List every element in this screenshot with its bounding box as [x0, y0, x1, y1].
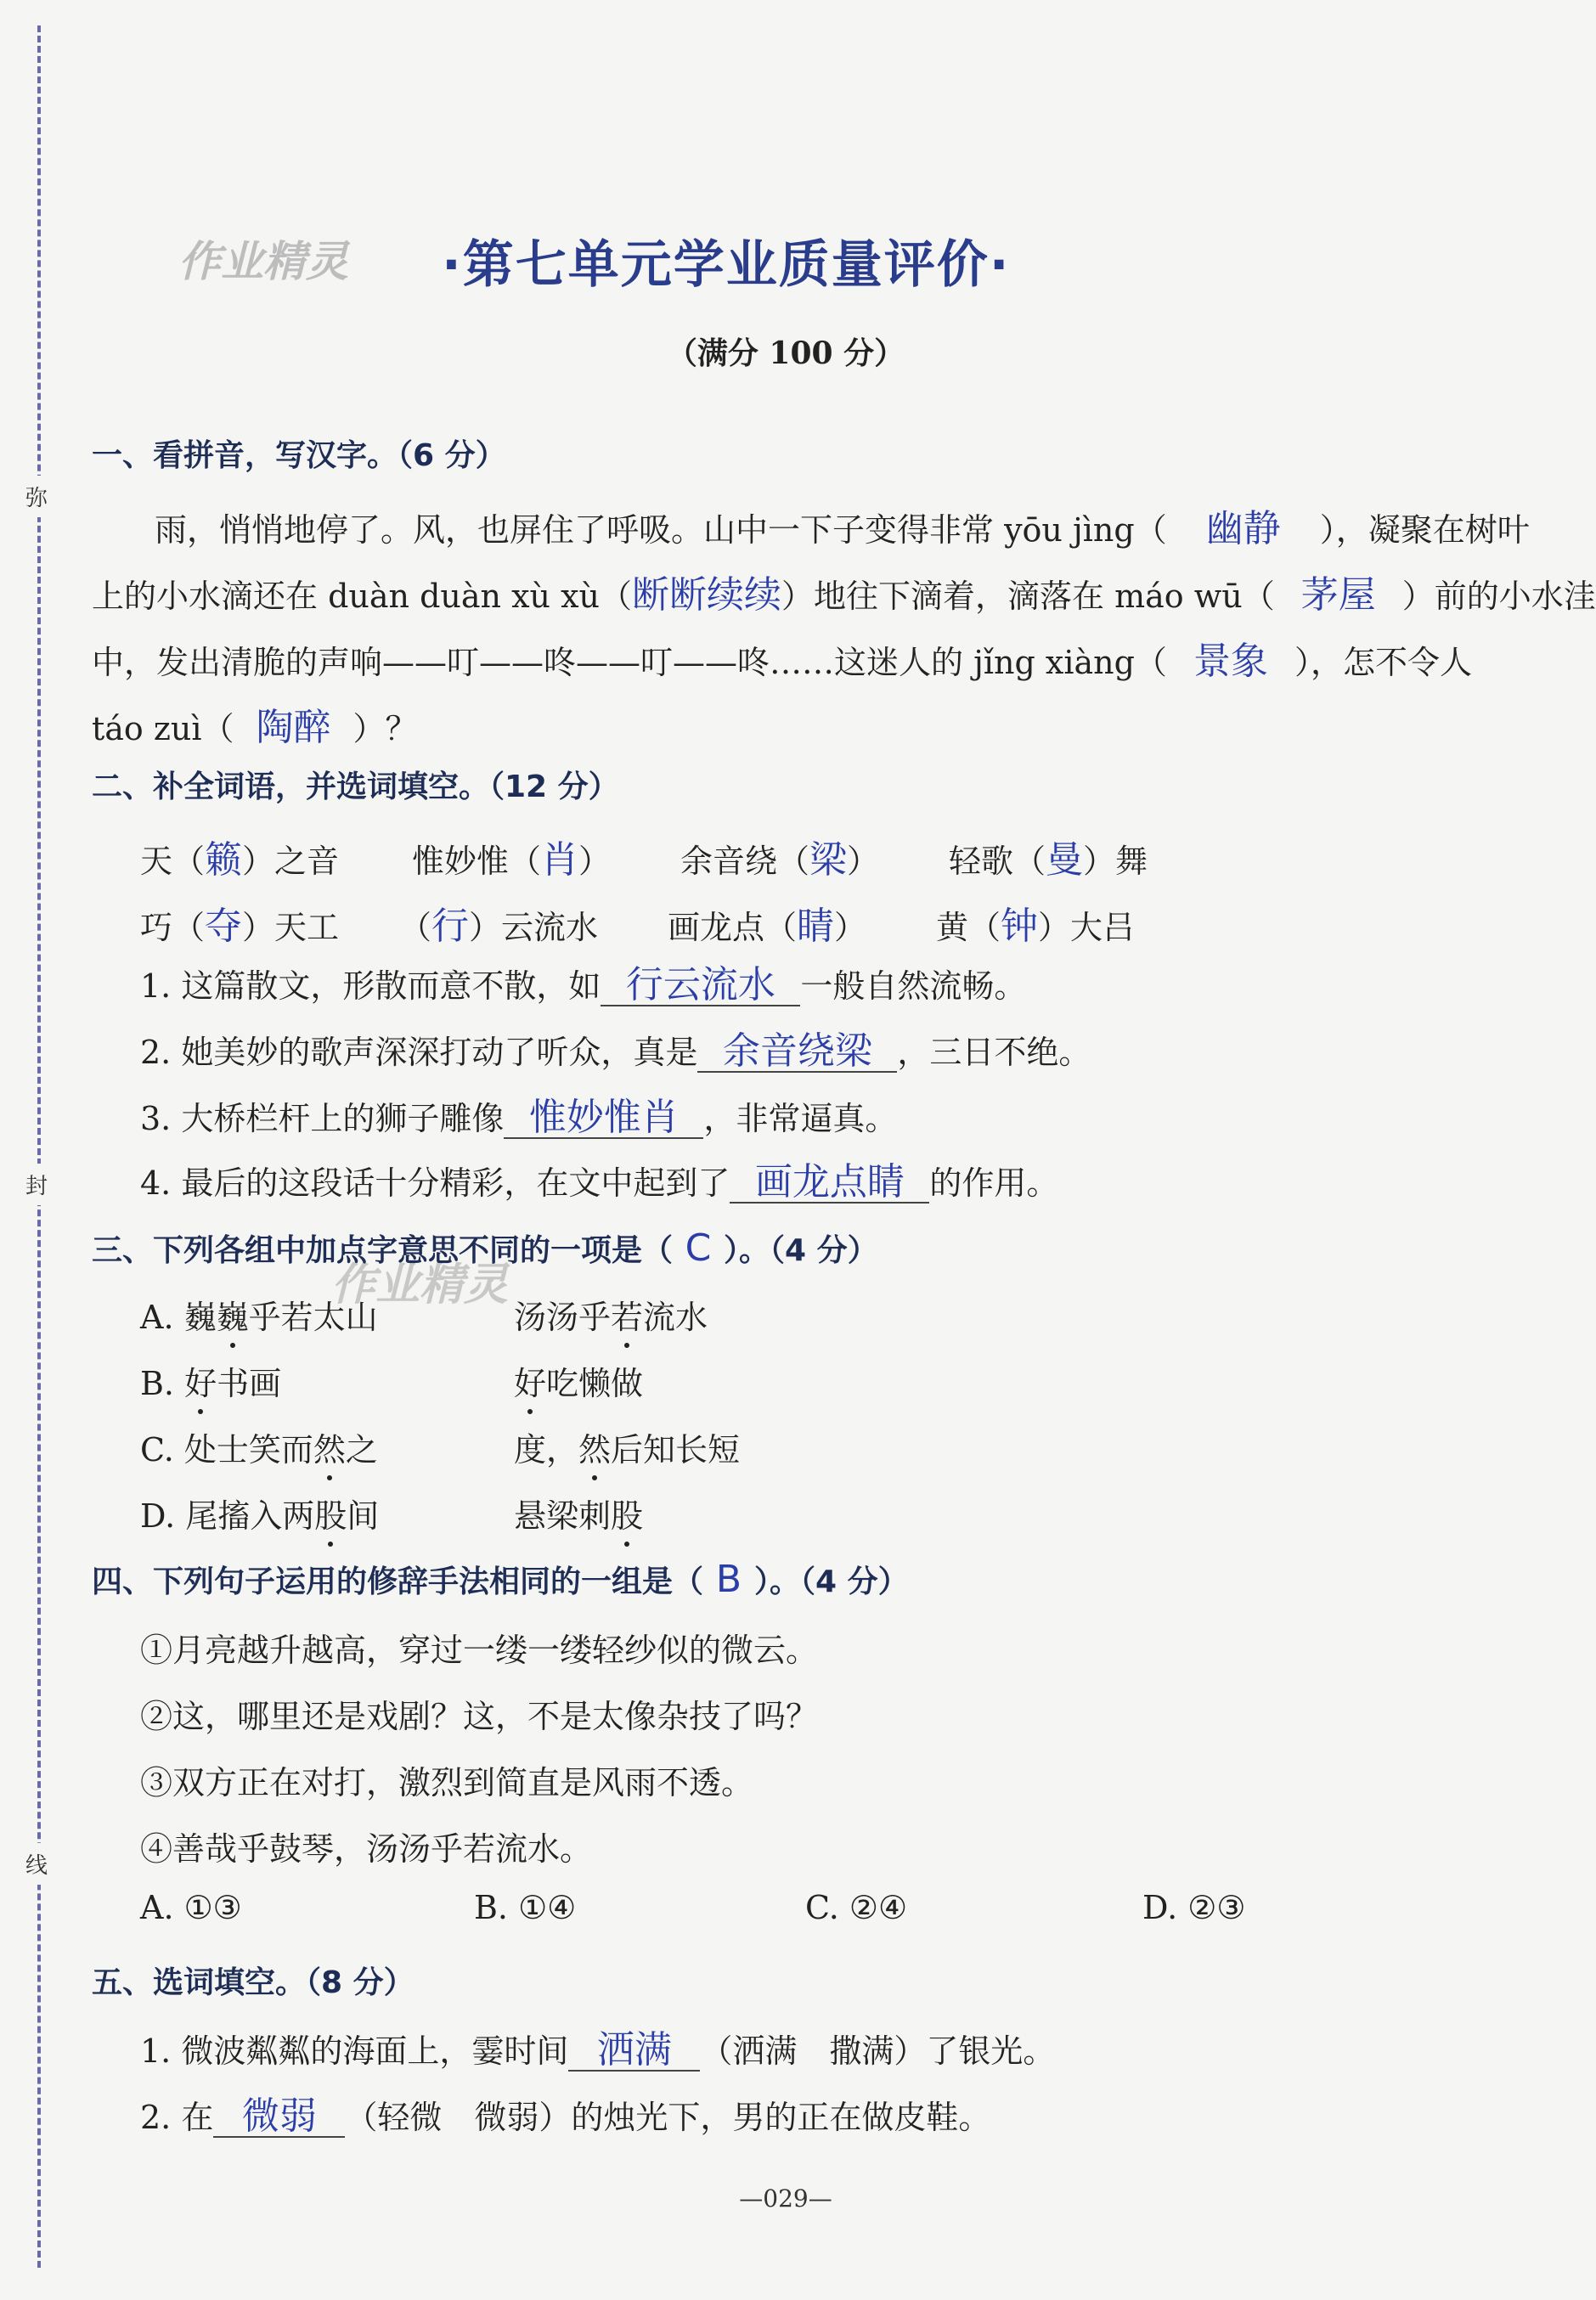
idiom-item: （行）云流水 [399, 905, 599, 948]
section-2-heading: 二、补全词语，并选词填空。（12 分） [92, 769, 619, 804]
s1-line-4 [92, 696, 418, 751]
s2-question-4: 4. 最后的这段话十分精彩，在文中起到了 画龙点睛 的作用。 [140, 1160, 1059, 1204]
choice-d: D. ②③ [1142, 1889, 1246, 1926]
s1-text: 上的小水滴还在 duàn duàn xù xù（ [92, 578, 632, 615]
watermark-logo: 作业精灵 [178, 237, 348, 286]
choice-c: C. ②④ [805, 1889, 908, 1926]
answer-blank: 余音绕梁 [697, 1032, 897, 1073]
option-c: C. 处士笑而然之 度，然后知长短 [140, 1431, 741, 1469]
answer: 幽静 [1205, 507, 1281, 550]
idiom-item: 余音绕（梁） [680, 838, 880, 882]
answer: 茅屋 [1300, 573, 1376, 617]
option-b: B. 好书画 好吃懒做 [140, 1365, 644, 1402]
answer-blank: 画龙点睛 [730, 1163, 929, 1204]
choice-b: B. ①④ [474, 1889, 577, 1926]
sentence-4: ④善哉乎鼓琴，汤汤乎若流水。 [140, 1830, 593, 1868]
section-1-heading: 一、看拼音，写汉字。（6 分） [92, 438, 506, 473]
page-title: ·第七单元学业质量评价· [442, 235, 1011, 295]
s1-text: ）？ [352, 710, 418, 747]
s1-text: ）前的小水洼 [1401, 578, 1596, 615]
s5-question-2: 2. 在 微弱 （轻微 微弱）的烛光下，男的正在做皮鞋。 [140, 2094, 991, 2138]
s2-question-2: 2. 她美妙的歌声深深打动了听众，真是 余音绕梁 ，三日不绝。 [140, 1029, 1091, 1073]
answer-blank: 行云流水 [601, 966, 800, 1006]
option-a: A. 巍巍乎若太山 汤汤乎若流水 [140, 1299, 708, 1336]
page-number: —029— [739, 2184, 832, 2213]
idiom-item: 巧（夺）天工 [140, 905, 340, 948]
idiom-row-2 [140, 895, 1135, 950]
s1-text: ）地往下滴着，滴落在 máo wū（ [781, 578, 1275, 615]
s1-text: táo zuì（ [92, 710, 234, 747]
s1-text: 雨，悄悄地停了。风，也屏住了呼吸。山中一下子变得非常 yōu jìng（ [155, 511, 1167, 549]
idiom-item: 画龙点（睛） [668, 905, 867, 948]
binding-char-mi: 弥 [25, 476, 48, 517]
answer: 陶醉 [256, 706, 331, 749]
s1-text: 中，发出清脆的声响——叮——咚——叮——咚……这迷人的 jǐng xiàng（ [92, 644, 1167, 681]
idiom-item: 黄（钟）大吕 [936, 905, 1136, 948]
binding-char-xian: 线 [25, 1843, 48, 1885]
answer-blank: 惟妙惟肖 [504, 1098, 703, 1139]
s1-text: ），怎不令人 [1294, 644, 1472, 681]
idiom-row-1 [140, 829, 1148, 883]
idiom-item: 天（籁）之音 [140, 838, 340, 882]
s2-question-3: 3. 大桥栏杆上的狮子雕像 惟妙惟肖 ，非常逼真。 [140, 1096, 898, 1139]
answer: 断断续续 [631, 573, 781, 617]
page-subtitle: （满分 100 分） [666, 335, 905, 371]
s1-line-1 [155, 498, 1530, 552]
choice-a: A. ①③ [140, 1889, 242, 1926]
s1-text: ），凝聚在树叶 [1319, 511, 1530, 549]
sentence-1: ①月亮越升越高，穿过一缕一缕轻纱似的微云。 [140, 1632, 819, 1669]
binding-char-feng: 封 [25, 1164, 48, 1205]
section-3-heading: 三、下列各组中加点字意思不同的一项是（ C ）。（4 分） [92, 1226, 878, 1270]
idiom-item: 惟妙惟（肖） [412, 838, 612, 882]
s1-line-2 [92, 564, 1596, 618]
s2-question-1: 1. 这篇散文，形散而意不散，如 行云流水 一般自然流畅。 [140, 963, 1027, 1006]
sentence-2: ②这，哪里还是戏剧？这，不是太像杂技了吗？ [140, 1698, 819, 1735]
s5-question-1: 1. 微波粼粼的海面上，霎时间 洒满 （洒满 撒满）了银光。 [140, 2028, 1056, 2072]
section-4-heading: 四、下列句子运用的修辞手法相同的一组是（ B ）。（4 分） [92, 1558, 909, 1601]
s1-line-3 [92, 630, 1472, 685]
option-d: D. 尾搐入两股间 悬梁刺股 [140, 1497, 644, 1535]
watermark-center: 作业精灵 [331, 1260, 509, 1311]
sentence-3: ③双方正在对打，激烈到简直是风雨不透。 [140, 1764, 754, 1801]
answer: B [715, 1558, 742, 1601]
idiom-item: 轻歌（曼）舞 [949, 838, 1148, 882]
answer: C [685, 1226, 712, 1270]
answer-blank: 微弱 [213, 2097, 345, 2138]
section-5-heading: 五、选词填空。（8 分） [92, 1965, 415, 2000]
answer: 景象 [1193, 640, 1268, 683]
answer-blank: 洒满 [568, 2031, 700, 2072]
